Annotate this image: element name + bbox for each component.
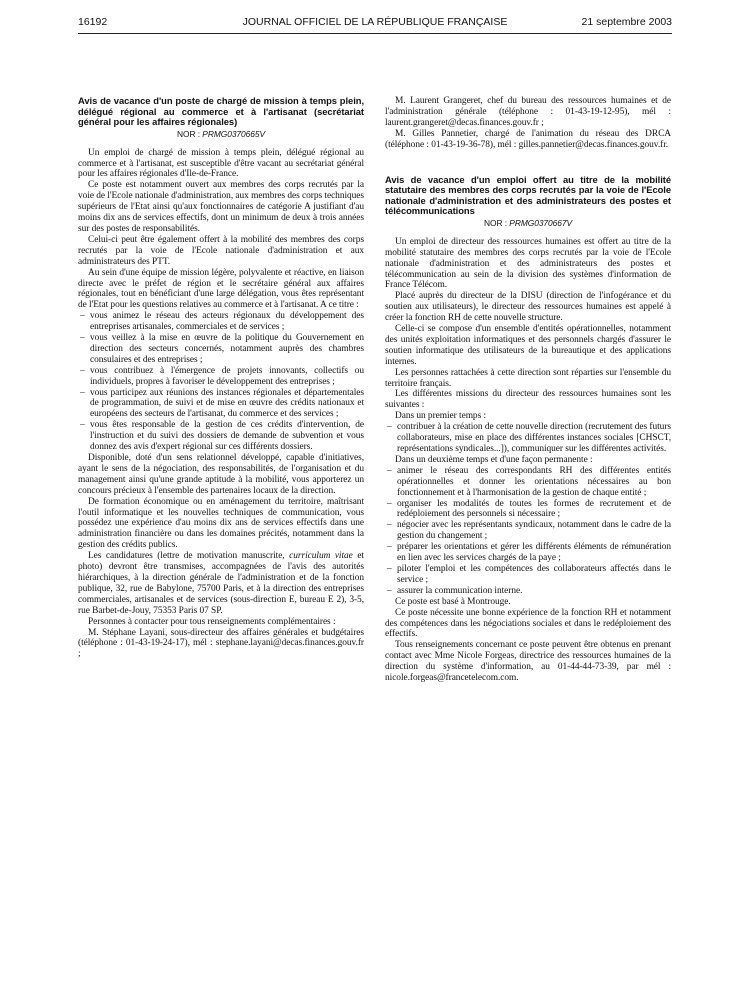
- contact-paragraph: M. Stéphane Layani, sous-directeur des affaires générales et budgétaires (téléphone : 01-43-19-24-17), mél : stephane.layani@decas.finances.gouv.fr ;: [78, 627, 364, 660]
- page-number: 16192: [78, 16, 108, 28]
- list-item: – vous veillez à la mise en œuvre de la politique du Gouvernement en direction des secteurs concernés, notamment auprès des chambres consulaires et des entreprises ;: [78, 333, 364, 366]
- paragraph: Celui-ci peut être également offert à la mobilité des membres des corps recrutés par la voie de l'Ecole nationale d'administration et aux administrateurs des PTT.: [78, 234, 364, 267]
- nor-reference: [385, 219, 671, 229]
- list-item: – vous êtes responsable de la gestion de ces crédits d'intervention, de l'instruction et du suivi des dossiers de demande de subvention et vous donnez des avis d'expert régional sur ces différents dossiers.: [78, 420, 364, 453]
- right-column: [385, 96, 671, 684]
- paragraph: Dans un premier temps :: [395, 411, 487, 422]
- paragraph: Les personnes rattachées à cette direction sont réparties sur l'ensemble du territoire français.: [385, 367, 671, 389]
- list-item: – animer le réseau des correspondants RH des différentes entités opérationnelles et donner les orientations nécessaires au bon fonctionnement et à l'harmonisation de la gestion de chaque entité ;: [385, 466, 671, 499]
- page-header: [78, 16, 672, 34]
- paragraph: Celle-ci se compose d'un ensemble d'entités opérationnelles, notamment des unités exploitation informatiques et des personnels chargés d'assurer le soutien informatique des utilisateurs de la bureautique et des applications internes.: [385, 324, 671, 367]
- contact-paragraph: M. Gilles Pannetier, chargé de l'animation du réseau des DRCA (téléphone : 01-43-19-36-78), mél : gilles.pannetier@decas.finances.gouv.fr.: [385, 128, 671, 150]
- paragraph: Un emploi de directeur des ressources humaines est offert au titre de la mobilité statutaire des membres des corps recrutés par la voie de l'Ecole nationale d'administration et des administrateurs des postes et télécommunication au sein de la division des systèmes d'information de France Télécom.: [385, 236, 671, 291]
- nor-label: NOR :: [483, 218, 507, 229]
- article-title: Avis de vacance d'un poste de chargé de mission à temps plein, délégué régional au commerce et à l'artisanat (secrétariat général pour les affaires régionales): [78, 95, 364, 128]
- paragraph: Ce poste est basé à Montrouge.: [395, 596, 511, 607]
- paragraph: Un emploi de chargé de mission à temps plein, délégué régional au commerce et à l'artisanat, est susceptible d'être vacant au secrétariat général pour les affaires régionales d'Ile-de-France.: [78, 147, 364, 180]
- paragraph: Placé auprès du directeur de la DISU (direction de l'infogérance et du soutien aux utilisateurs), le directeur des ressources humaines est appelé à créer la fonction RH de cette nouvelle structure.: [385, 291, 671, 324]
- paragraph: Ce poste est notamment ouvert aux membres des corps recrutés par la voie de l'Ecole nationale d'administration, aux membres des corps techniques supérieurs de l'Etat ainsi qu'aux fonctionnaires de catégorie A justifiant d'au moins dix ans de services effectifs, dont un minimum de deux à trois années sur des postes de responsabilités.: [78, 180, 364, 234]
- list-item: – vous animez le réseau des acteurs régionaux du développement des entreprises artisanales, commerciales et de services ;: [78, 311, 364, 333]
- list-item: – vous contribuez à l'émergence de projets innovants, collectifs ou individuels, propres à favoriser le développement des entreprises ;: [78, 366, 364, 388]
- nor-code: PRMG0370667V: [509, 218, 572, 229]
- paragraph: Tous renseignements concernant ce poste peuvent être obtenus en prenant contact avec Mme Nicole Forgeas, directrice des ressources humaines de la direction du système d'information, au 01-44-44-73-39, par mél : nicole.forgeas@francetelecom.com.: [385, 640, 671, 684]
- article-title: Avis de vacance d'un emploi offert au titre de la mobilité statutaire des membres des corps recrutés par la voie de l'Ecole nationale d'administration et des administrateurs des postes et télécommunications: [385, 173, 671, 217]
- mission-list: [78, 311, 364, 453]
- list-item: – contribuer à la création de cette nouvelle direction (recrutement des futurs collaborateurs, mise en place des différentes instances sociales [CHSCT, représentations syndicales...]), communiquer sur les différentes activités.: [385, 422, 671, 455]
- article-separator: [385, 151, 671, 175]
- nor-code: PRMG0370665V: [202, 128, 265, 139]
- paragraph: Personnes à contacter pour tous renseignements complémentaires :: [88, 616, 336, 627]
- text-run: Les candidatures (lettre de motivation manuscrite,: [88, 551, 290, 562]
- list-item: – préparer les orientations et gérer les différents éléments de rémunération en lien avec les services chargés de la paye ;: [385, 542, 671, 564]
- journal-title: JOURNAL OFFICIEL DE LA RÉPUBLIQUE FRANÇAISE: [242, 16, 508, 28]
- italic-text: curriculum vitae: [289, 551, 353, 562]
- paragraph: [78, 551, 364, 616]
- paragraph: Dans un deuxième temps et d'une façon permanente :: [395, 454, 593, 465]
- nor-reference: [78, 130, 364, 140]
- nor-label: NOR :: [176, 128, 200, 139]
- paragraph: Disponible, doté d'un sens relationnel développé, capable d'initiatives, ayant le sens de la négociation, des responsabilités, de l'organisation et du management ainsi qu'une grande aptitude à la mobilité, vous apporterez un concours précieux à l'ensemble des partenaires locaux de la direction.: [78, 453, 364, 496]
- text-run: et photo) devront être transmises, accompagnées de l'avis des autorités hiérarchiques, à la direction générale de l'administration et de la fonction publique, 32, rue de Babylone, 75700 Paris, et à la direction des entreprises commerciales, artisanales et de services (sous-direction E, bureau E 2), 3-5, rue Barbet-de-Jouy, 75353 Paris 07 SP.: [78, 551, 364, 616]
- paragraph: Les différentes missions du directeur des ressources humaines sont les suivantes :: [385, 389, 671, 411]
- list-item: – piloter l'emploi et les compétences des collaborateurs affectés dans le service ;: [385, 564, 671, 586]
- paragraph: De formation économique ou en aménagement du territoire, maîtrisant l'outil informatique et les nouvelles techniques de communication, vous possédez une expérience d'au moins dix ans de services effectifs dans une administration financière ou dans les domaines précités, notamment dans la gestion des crédits publics.: [78, 496, 364, 551]
- first-phase-list: [385, 422, 671, 455]
- paragraph: Ce poste nécessite une bonne expérience de la fonction RH et notamment des compétences dans les négociations sociales et dans le redéploiement des effectifs.: [385, 607, 671, 640]
- list-item: – négocier avec les représentants syndicaux, notamment dans le cadre de la gestion du changement ;: [385, 520, 671, 542]
- permanent-missions-list: [385, 466, 671, 597]
- list-item: – assurer la communication interne.: [385, 586, 671, 597]
- article-vacancy-charge-de-mission: [78, 96, 364, 660]
- list-item: – organiser les modalités de toutes les formes de recrutement et de redéploiement des personnels si nécessaire ;: [385, 499, 671, 521]
- publication-date: 21 septembre 2003: [581, 16, 672, 28]
- article-vacancy-drh: [385, 175, 671, 684]
- list-item: – vous participez aux réunions des instances régionales et départementales de programmation, de suivi et de mise en œuvre des crédits nationaux et européens des secteurs de l'artisanat, du commerce et des services ;: [78, 388, 364, 421]
- paragraph: Au sein d'une équipe de mission légère, polyvalente et réactive, en liaison directe avec le préfet de région et le secrétaire général aux affaires régionales, tout en bénéficiant d'une large délégation, vous êtes représentant de l'Etat pour les questions relatives au commerce et à l'artisanat. A ce titre :: [78, 267, 364, 311]
- header-rule: [78, 33, 672, 34]
- left-column: [78, 96, 364, 660]
- contact-paragraph: M. Laurent Grangeret, chef du bureau des ressources humaines et de l'administration générale (téléphone : 01-43-19-12-95), mél : laurent.grangeret@decas.finances.gouv.fr ;: [385, 96, 671, 128]
